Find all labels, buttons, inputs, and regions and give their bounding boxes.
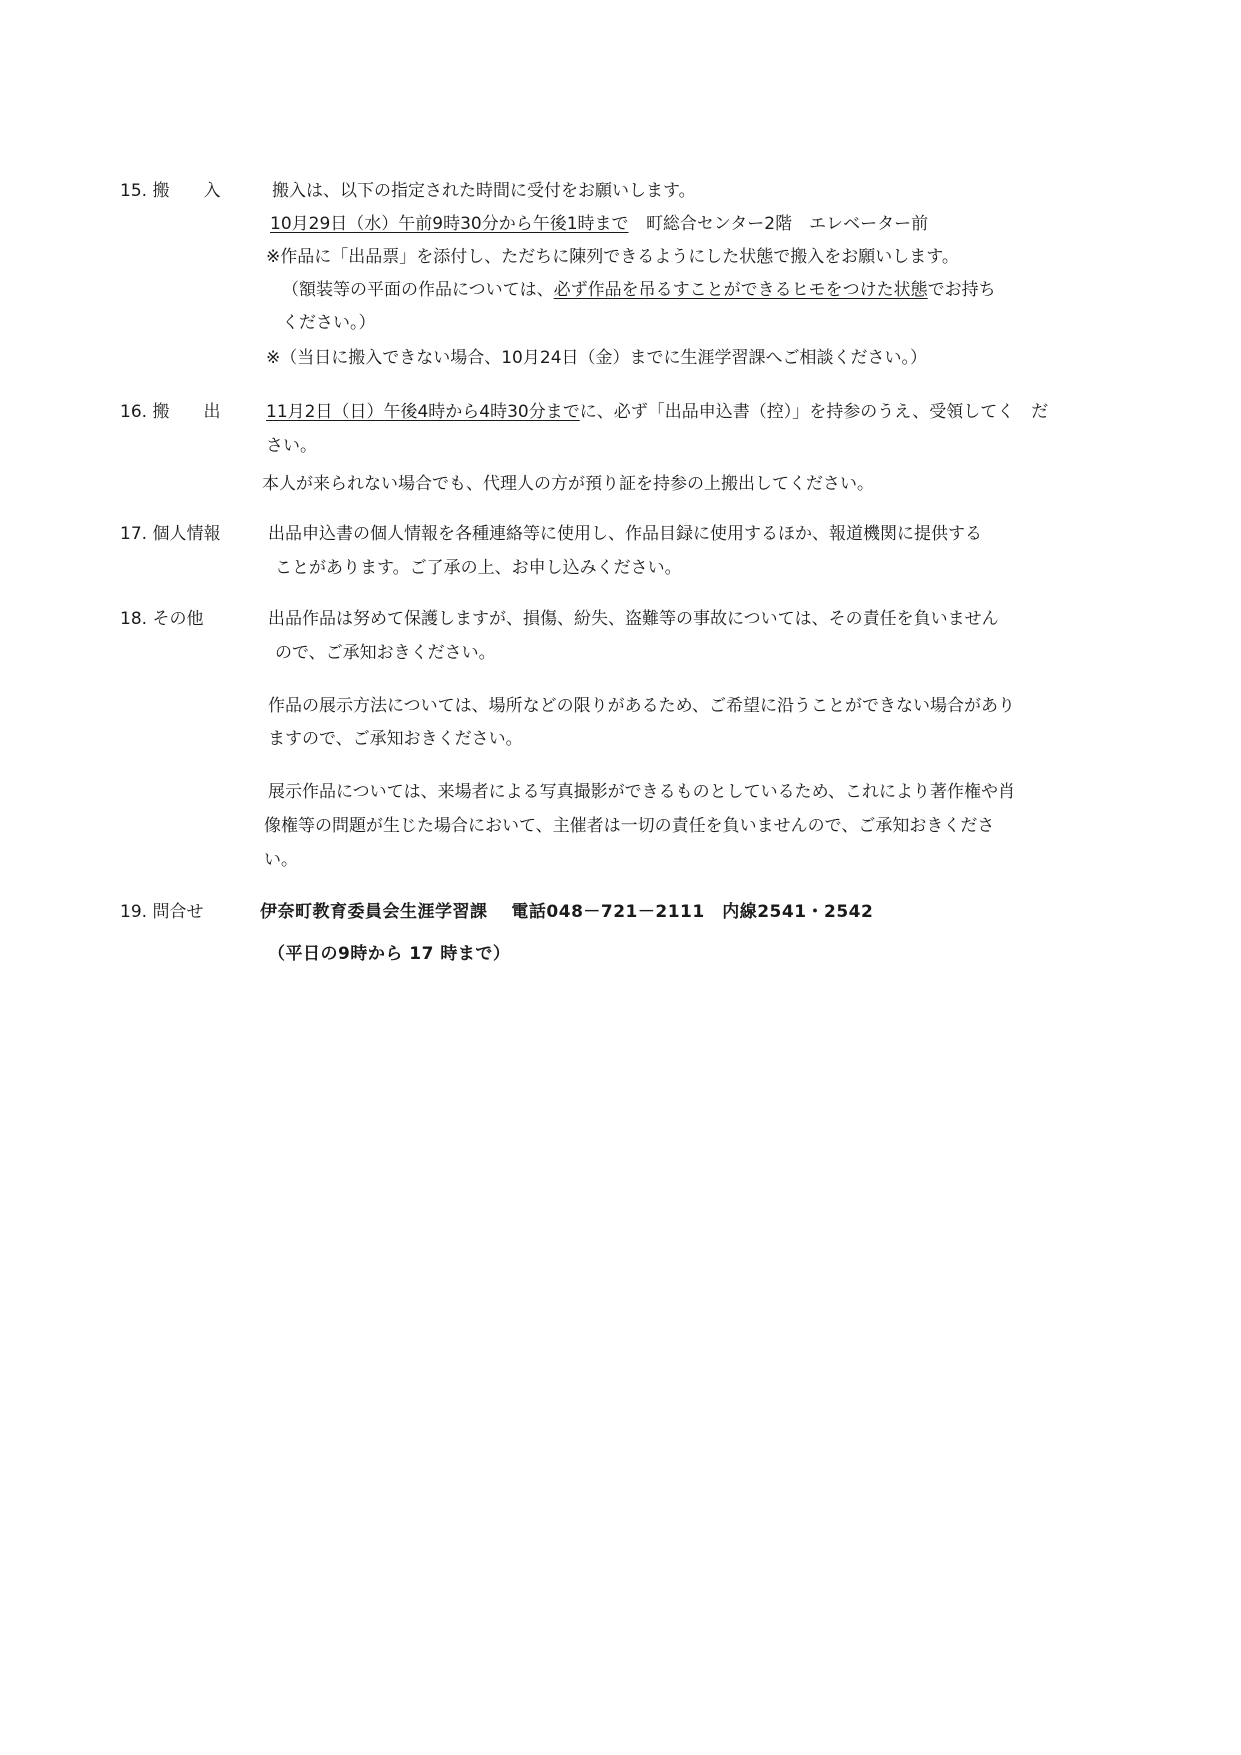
section-15-line-4-b: でお持ち xyxy=(927,280,996,300)
contact-hours: （平日の9時から 17 時まで） xyxy=(268,944,511,964)
contact-info: 伊奈町教育委員会生涯学習課 電話048－721－2111 内線2541・2542 xyxy=(260,902,874,922)
section-15-line-4 xyxy=(282,282,996,299)
section-15-line-3: ※作品に「出品票」を添付し、ただちに陳列できるようにした状態で搬入をお願いします。 xyxy=(266,247,959,267)
section-18-p3-line-2: 像権等の問題が生じた場合において、主催者は一切の責任を負いませんので、ご承知おきくださ xyxy=(264,816,995,836)
section-16-line-1-rest: に、必ず「出品申込書（控）」を持参のうえ、受領してく だ xyxy=(579,402,1049,422)
section-19-heading: 19. 問合せ xyxy=(120,902,204,922)
section-18-p2-line-2: ますので、ご承知おきください。 xyxy=(268,729,523,749)
section-18-p1-line-1: 出品作品は努めて保護しますが、損傷、紛失、盗難等の事故については、その責任を負いません xyxy=(268,609,999,629)
section-17-line-1: 出品申込書の個人情報を各種連絡等に使用し、作品目録に使用するほか、報道機関に提供する xyxy=(268,524,982,544)
section-17-heading: 17. 個人情報 xyxy=(120,524,221,544)
section-16-line-1 xyxy=(266,404,1048,421)
section-16-line-3: 本人が来られない場合でも、代理人の方が預り証を持参の上搬出してください。 xyxy=(262,474,874,494)
section-15-line-2 xyxy=(270,216,928,233)
section-18-p1-line-2: ので、ご承知おきください。 xyxy=(275,643,496,663)
section-18-p3-line-1: 展示作品については、来場者による写真撮影ができるものとしているため、これにより著作権や肖 xyxy=(268,782,1015,802)
carry-in-location: 町総合センター2階 エレベーター前 xyxy=(645,214,929,234)
section-15-line-5: ください。） xyxy=(282,313,376,333)
section-17-line-2: ことがあります。ご了承の上、お申し込みください。 xyxy=(275,558,682,578)
section-18-heading: 18. その他 xyxy=(120,609,204,629)
section-18-p3-line-3: い。 xyxy=(264,850,298,870)
hanging-string-note: 必ず作品を吊るすことができるヒモをつけた状態 xyxy=(553,280,928,300)
section-15-line-1: 搬入は、以下の指定された時間に受付をお願いします。 xyxy=(272,181,696,201)
section-15-line-6: ※（当日に搬入できない場合、10月24日（金）までに生涯学習課へご相談ください。） xyxy=(266,348,928,368)
section-18-p2-line-1: 作品の展示方法については、場所などの限りがあるため、ご希望に沿うことができない場合があり xyxy=(268,696,1015,716)
section-15-heading: 15. 搬 入 xyxy=(120,181,221,201)
carry-out-datetime: 11月2日（日）午後4時から4時30分まで xyxy=(266,402,580,422)
section-16-heading: 16. 搬 出 xyxy=(120,402,221,422)
section-16-line-2: さい。 xyxy=(266,436,317,456)
carry-in-datetime: 10月29日（水）午前9時30分から午後1時まで xyxy=(270,214,629,234)
section-15-line-4-a: （額装等の平面の作品については、 xyxy=(282,280,554,300)
